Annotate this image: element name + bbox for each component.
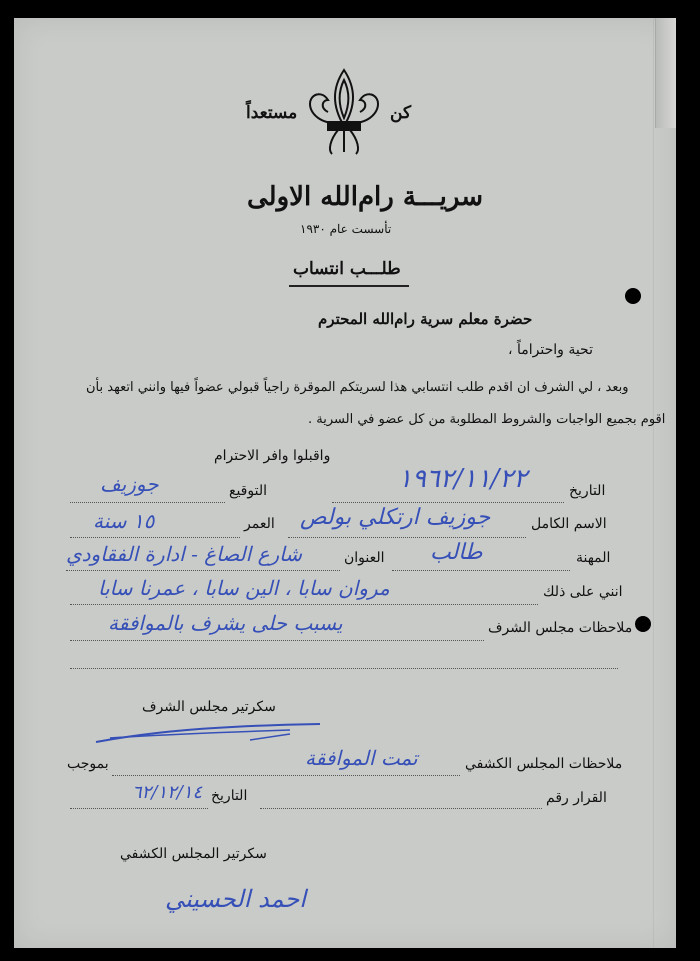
signature-label: التوقيع: [229, 483, 267, 499]
decision-label: القرار رقم: [546, 790, 607, 806]
honor-secretary-signature: [90, 718, 330, 748]
date-line: [332, 502, 564, 503]
occupation-value: طالب: [430, 540, 483, 565]
occupation-label: المهنة: [576, 550, 611, 566]
full-name-line: [288, 537, 526, 538]
fleur-de-lis-icon: [302, 66, 386, 158]
decision-line: [260, 808, 542, 809]
troop-name: سريـــة رام‌الله الاولى: [247, 182, 484, 212]
greeting: تحية واحتراماً ،: [508, 342, 593, 358]
motto-right: كن: [390, 103, 412, 123]
decision-date-value: ٦٢/١٢/١٤: [132, 782, 203, 803]
salutation: حضرة معلم سرية رام‌الله المحترم: [318, 310, 533, 328]
scout-notes-value: تمت الموافقة: [305, 746, 418, 770]
punch-hole-top: [625, 288, 641, 304]
decision-date-line: [70, 808, 208, 809]
council-notes-line-2: [70, 668, 618, 669]
pursuant-label: بموجب: [67, 756, 109, 772]
council-notes-label: ملاحظات مجلس الشرف: [488, 620, 633, 636]
motto-left: مستعداً: [246, 103, 298, 123]
body-line-1: وبعد ، لي الشرف ان اقدم طلب انتسابي هذا لسريتكم الموقرة راجياً قبولي عضواً فيها وانني اتعهد بأن: [86, 380, 629, 395]
scout-notes-line: [112, 775, 460, 776]
torn-corner: [655, 18, 676, 128]
date-value: ١٩٦٢/١١/٢٢: [398, 464, 528, 494]
title-underline: [289, 285, 409, 287]
signature-value: جوزيف: [100, 472, 159, 496]
form-title: طلـــب انتساب: [293, 259, 401, 279]
body-line-2: اقوم بجميع الواجبات والشروط المطلوبة من كل عضو في السرية .: [308, 412, 666, 427]
scout-secretary-signature: احمد الحسيني: [165, 885, 306, 913]
signature-line: [70, 502, 225, 503]
age-label: العمر: [244, 516, 275, 532]
scout-secretary-label: سكرتير المجلس الكشفي: [120, 846, 267, 862]
address-line: [66, 570, 340, 571]
council-notes-line: [70, 640, 484, 641]
address-label: العنوان: [344, 550, 385, 566]
sponsors-line: [70, 604, 538, 605]
full-name-value: جوزيف ارتكلي بولص: [300, 505, 491, 530]
scout-notes-label: ملاحظات المجلس الكشفي: [465, 756, 623, 772]
honor-secretary-label: سكرتير مجلس الشرف: [142, 699, 276, 715]
sponsors-value: مروان سابا ، الين سابا ، عمرنا سابا: [98, 576, 390, 600]
date-label: التاريخ: [569, 483, 606, 499]
founded-date: تأسست عام ١٩٣٠: [300, 222, 392, 236]
closing: واقبلوا وافر الاحترام: [214, 448, 331, 464]
age-value: ١٥ سنة: [93, 509, 155, 533]
council-notes-value: يسبب حلى يشرف بالموافقة: [108, 611, 343, 635]
punch-hole-bottom: [635, 616, 651, 632]
address-value: شارع الصاغ - ادارة الفقاودي: [66, 542, 303, 566]
sponsors-label: انني على ذلك: [543, 584, 623, 600]
paper-fold-line: [653, 18, 654, 948]
full-name-label: الاسم الكامل: [531, 516, 607, 532]
occupation-line: [392, 570, 570, 571]
decision-date-label: التاريخ: [211, 788, 248, 804]
age-line: [70, 537, 240, 538]
